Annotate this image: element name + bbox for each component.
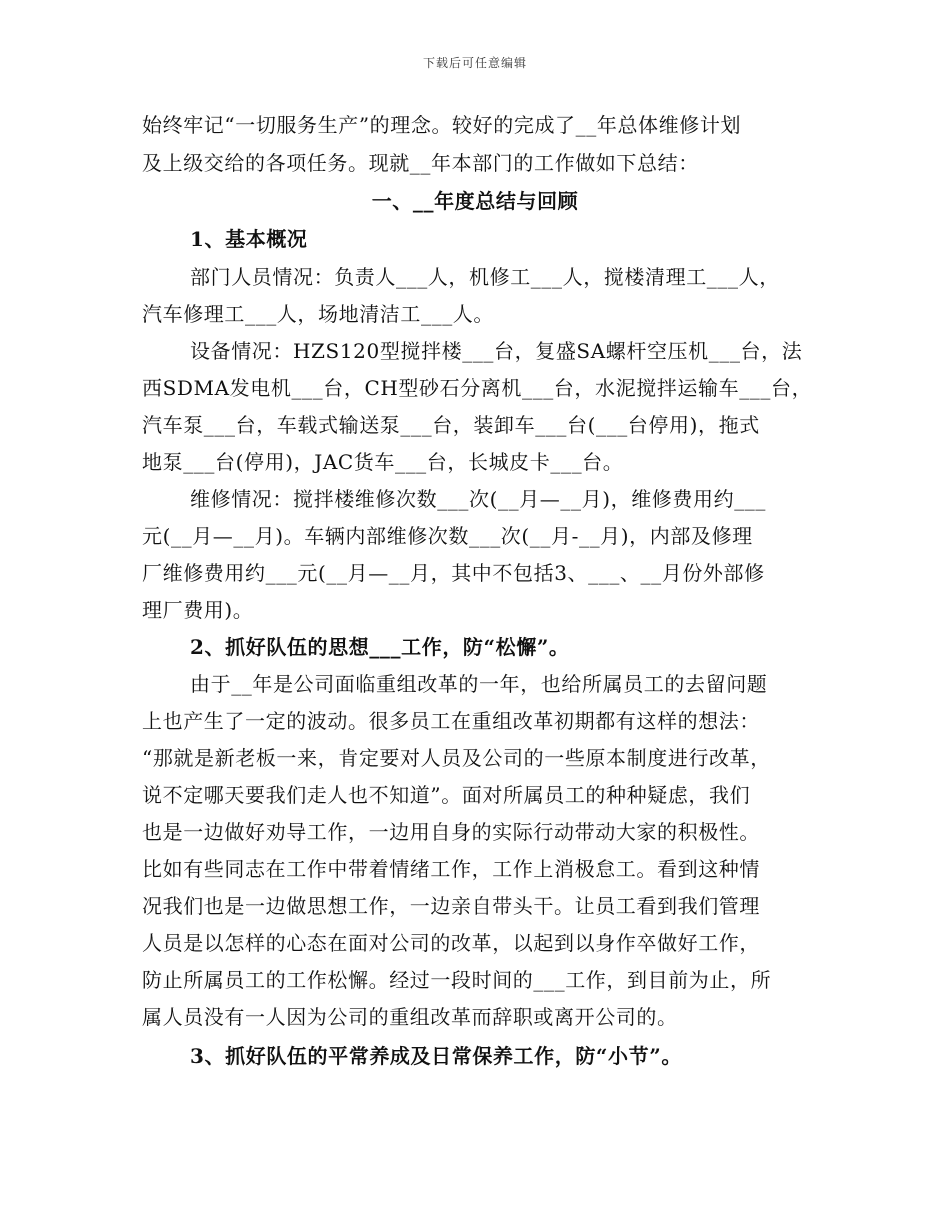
body-line: 况我们也是一边做思想工作，一边亲自带头干。让员工看到我们管理 [142,894,760,918]
body-line: 部门人员情况：负责人___人，机修工___人，搅楼清理工___人， [190,265,780,289]
body-line: 汽车修理工___人，场地清洁工___人。 [142,302,494,326]
body-line: 设备情况：HZS120型搅拌楼___台，复盛SA螺杆空压机___台，法 [190,339,803,363]
body-line: 西SDMA发电机___台，CH型砂石分离机___台，水泥搅拌运输车___台， [142,376,813,400]
body-line: 由于__年是公司面临重组改革的一年，也给所属员工的去留问题 [190,672,768,696]
body-line: 始终牢记“一切服务生产”的理念。较好的完成了__年总体维修计划 [142,113,742,137]
header-note: 下载后可任意编辑 [422,56,527,70]
subsection-heading: 2、抓好队伍的思想___工作，防“松懈”。 [190,635,570,659]
body-line: 人员是以怎样的心态在面对公司的改革，以起到以身作卒做好工作， [142,931,760,955]
body-line: 汽车泵___台，车载式输送泵___台，装卸车___台(___台停用)，拖式 [142,413,760,437]
section-heading: 一、__年度总结与回顾 [371,189,579,213]
body-line: 及上级交给的各项任务。现就__年本部门的工作做如下总结： [142,151,699,175]
body-line: 地泵___台(停用)，JAC货车___台，长城皮卡___台。 [142,450,624,474]
body-line: 元(__月—__月)。车辆内部维修次数___次(__月-__月)，内部及修理 [142,524,753,548]
body-line: 说不定哪天要我们走人也不知道”。面对所属员工的种种疑虑，我们 [142,783,751,807]
body-line: 比如有些同志在工作中带着情绪工作，工作上消极怠工。看到这种情 [142,857,760,881]
body-line: 也是一边做好劝导工作，一边用自身的实际行动带动大家的积极性。 [142,820,760,844]
body-line: 防止所属员工的工作松懈。经过一段时间的___工作，到目前为止，所 [142,968,772,992]
subsection-heading: 1、基本概况 [190,227,308,251]
body-line: 理厂费用)。 [142,598,254,622]
body-line: “那就是新老板一来，肯定要对人员及公司的一些原本制度进行改革， [142,746,771,770]
subsection-heading: 3、抓好队伍的平常养成及日常保养工作，防“小节”。 [190,1044,682,1068]
body-line: 维修情况：搅拌楼维修次数___次(__月—__月)，维修费用约___ [190,487,767,511]
body-line: 上也产生了一定的波动。很多员工在重组改革初期都有这样的想法： [142,709,760,733]
body-line: 厂维修费用约___元(__月—__月，其中不包括3、___、__月份外部修 [142,561,765,585]
body-line: 属人员没有一人因为公司的重组改革而辞职或离开公司的。 [142,1005,678,1029]
